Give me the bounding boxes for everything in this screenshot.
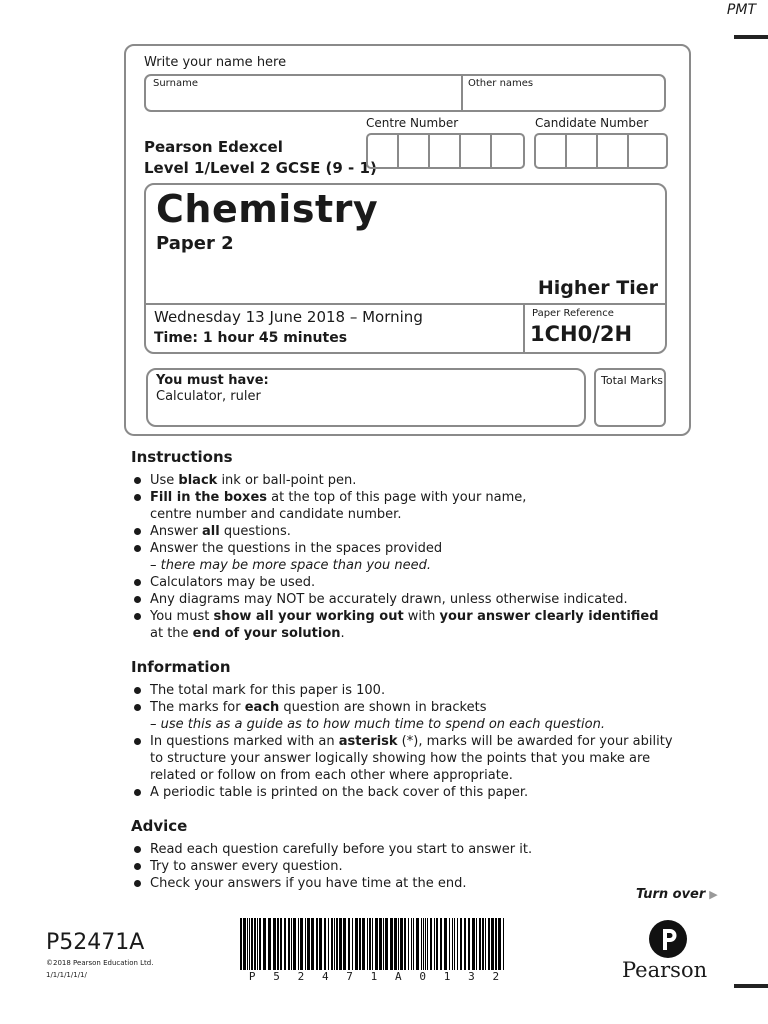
subject-title: Chemistry (156, 187, 379, 231)
list-item: The marks for each question are shown in brackets – use this as a guide as to how much time to spend on each question. (131, 699, 691, 733)
barcode-bar (460, 918, 462, 970)
barcode-bar (362, 918, 365, 970)
barcode-bar (280, 918, 282, 970)
barcode-bar (472, 918, 475, 970)
barcode-bar (468, 918, 470, 970)
barcode (240, 918, 508, 970)
list-item: Answer all questions. (131, 523, 691, 540)
barcode-bar (413, 918, 414, 970)
centre-number-cell[interactable] (368, 135, 399, 167)
barcode-bar (259, 918, 261, 970)
instructions-section (131, 448, 691, 642)
candidate-number-cell[interactable] (598, 135, 629, 167)
edge-mark-top (734, 35, 768, 39)
cover-details-box (124, 44, 691, 436)
board-name: Pearson Edexcel (144, 138, 283, 156)
barcode-bar (331, 918, 333, 970)
list-item: Answer the questions in the spaces provided – there may be more space than you need. (131, 540, 691, 574)
barcode-bar (311, 918, 314, 970)
list-item: The total mark for this paper is 100. (131, 682, 691, 699)
barcode-bar (263, 918, 266, 970)
centre-number-grid (366, 133, 525, 169)
copyright-block (46, 957, 153, 981)
paper-reference-label: Paper Reference (532, 308, 614, 319)
surname-field[interactable] (148, 88, 458, 110)
barcode-bar (394, 918, 397, 970)
barcode-bar (400, 918, 403, 970)
barcode-bar (425, 918, 426, 970)
pearson-logo-text: Pearson (622, 958, 708, 982)
paper-code: P52471A (46, 930, 145, 955)
list-item: Check your answers if you have time at the end. (131, 875, 691, 892)
centre-number-cell[interactable] (399, 135, 430, 167)
barcode-digit: 2 (297, 970, 305, 983)
centre-number-cell[interactable] (461, 135, 492, 167)
barcode-bar (359, 918, 361, 970)
edge-mark-bottom (734, 984, 768, 988)
list-item: Calculators may be used. (131, 574, 691, 591)
barcode-digit: 5 (273, 970, 280, 983)
barcode-bar (352, 918, 353, 970)
barcode-bar (495, 918, 497, 970)
barcode-bar (300, 918, 303, 970)
barcode-bar (372, 918, 373, 970)
pearson-logo-icon (649, 920, 687, 958)
barcode-bar (254, 918, 256, 970)
barcode-bar (408, 918, 409, 970)
barcode-bar (293, 918, 296, 970)
subject-box (144, 183, 667, 354)
barcode-bar (247, 918, 248, 970)
barcode-bar (434, 918, 435, 970)
barcode-bar (324, 918, 326, 970)
barcode-bar (444, 918, 447, 970)
surname-label: Surname (153, 78, 198, 89)
barcode-digit: 0 (419, 970, 426, 983)
barcode-bar (319, 918, 322, 970)
corner-tag: PMT (726, 2, 756, 18)
centre-number-cell[interactable] (492, 135, 523, 167)
barcode-bar (369, 918, 371, 970)
barcode-bar (298, 918, 299, 970)
barcode-bar (485, 918, 486, 970)
total-marks-box (594, 368, 666, 427)
barcode-bar (328, 918, 329, 970)
barcode-bar (336, 918, 338, 970)
barcode-bar (284, 918, 286, 970)
barcode-bar (427, 918, 428, 970)
barcode-bar (479, 918, 481, 970)
list-item: A periodic table is printed on the back cover of this paper. (131, 784, 691, 801)
barcode-bar (423, 918, 424, 970)
barcode-bar (482, 918, 484, 970)
paper-number: Paper 2 (156, 233, 234, 254)
barcode-bar (404, 918, 406, 970)
exam-duration: Time: 1 hour 45 minutes (154, 330, 348, 346)
barcode-digit: 7 (346, 970, 353, 983)
exam-date: Wednesday 13 June 2018 – Morning (154, 308, 423, 326)
total-marks-label: Total Marks (601, 374, 664, 387)
barcode-bar (430, 918, 432, 970)
barcode-bar (240, 918, 242, 970)
barcode-bar (307, 918, 310, 970)
barcode-bar (476, 918, 477, 970)
paper-reference: 1CH0/2H (530, 322, 633, 346)
barcode-bar (488, 918, 490, 970)
barcode-digit: A (395, 970, 402, 983)
barcode-bar (503, 918, 504, 970)
print-code: 1/1/1/1/1/1/ (46, 971, 87, 979)
barcode-bar (334, 918, 335, 970)
candidate-number-cell[interactable] (629, 135, 660, 167)
barcode-bar (355, 918, 358, 970)
barcode-bar (440, 918, 442, 970)
barcode-bar (491, 918, 494, 970)
advice-heading: Advice (131, 817, 188, 835)
instructions-heading: Instructions (131, 448, 233, 466)
candidate-number-label: Candidate Number (535, 116, 649, 130)
barcode-digits (240, 970, 508, 983)
barcode-bar (379, 918, 382, 970)
barcode-bar (273, 918, 276, 970)
equipment-list: Calculator, ruler (156, 389, 261, 404)
barcode-bar (385, 918, 388, 970)
advice-section (131, 817, 691, 892)
list-item: Read each question carefully before you start to answer it. (131, 841, 691, 858)
equipment-box (146, 368, 586, 427)
write-name-label: Write your name here (144, 55, 287, 70)
candidate-number-grid (534, 133, 668, 169)
candidate-number-cell[interactable] (567, 135, 598, 167)
you-must-have-label: You must have: (156, 373, 269, 388)
barcode-bar (449, 918, 450, 970)
barcode-bar (277, 918, 279, 970)
barcode-bar (249, 918, 250, 970)
other-names-field[interactable] (466, 88, 662, 110)
copyright-text: ©2018 Pearson Education Ltd. (46, 959, 154, 967)
barcode-bar (243, 918, 246, 970)
barcode-bar (288, 918, 290, 970)
exam-board (144, 137, 377, 179)
subject-divider (146, 303, 665, 305)
name-divider (461, 76, 463, 110)
barcode-bar (498, 918, 501, 970)
barcode-digit: 4 (321, 970, 329, 983)
barcode-digit: P (248, 970, 256, 983)
list-item: Use black ink or ball-point pen. (131, 472, 691, 489)
barcode-digit: 3 (468, 970, 475, 983)
name-entry-box (144, 74, 666, 112)
tier-label: Higher Tier (537, 277, 658, 299)
list-item: Fill in the boxes at the top of this page with your name, centre number and candidate number. (131, 489, 691, 523)
candidate-number-cell[interactable] (536, 135, 567, 167)
barcode-bar (343, 918, 346, 970)
barcode-bar (291, 918, 292, 970)
barcode-bar (348, 918, 350, 970)
information-section (131, 658, 691, 801)
barcode-bar (416, 918, 419, 970)
barcode-bar (421, 918, 422, 970)
list-item: Any diagrams may NOT be accurately drawn, unless otherwise indicated. (131, 591, 691, 608)
barcode-bar (339, 918, 342, 970)
centre-number-cell[interactable] (430, 135, 461, 167)
reference-divider (523, 303, 525, 352)
barcode-bar (398, 918, 399, 970)
qualification-level: Level 1/Level 2 GCSE (9 - 1) (144, 159, 377, 177)
barcode-bar (251, 918, 253, 970)
barcode-bar (454, 918, 455, 970)
barcode-bar (436, 918, 438, 970)
barcode-bar (268, 918, 271, 970)
other-names-label: Other names (468, 78, 534, 89)
barcode-bar (411, 918, 412, 970)
barcode-bar (383, 918, 384, 970)
turn-over: Turn over ▶ (636, 887, 718, 902)
barcode-bar (305, 918, 306, 970)
centre-number-label: Centre Number (366, 116, 459, 130)
barcode-bar (257, 918, 258, 970)
barcode-digit: 1 (370, 970, 378, 983)
list-item: Try to answer every question. (131, 858, 691, 875)
barcode-bar (464, 918, 466, 970)
list-item: You must show all your working out with your answer clearly identified at the end of your solution. (131, 608, 691, 642)
barcode-digit: 1 (443, 970, 451, 983)
information-heading: Information (131, 658, 231, 676)
list-item: In questions marked with an asterisk (*), marks will be awarded for your ability to structure your answer logically showing how the points that you make are related or follow on from each other where appropriate. (131, 733, 691, 784)
barcode-bar (316, 918, 318, 970)
barcode-bar (375, 918, 378, 970)
barcode-bar (457, 918, 458, 970)
triangle-right-icon: ▶ (709, 888, 718, 901)
barcode-bar (452, 918, 453, 970)
barcode-bar (390, 918, 393, 970)
barcode-bar (367, 918, 368, 970)
barcode-digit: 2 (492, 970, 500, 983)
